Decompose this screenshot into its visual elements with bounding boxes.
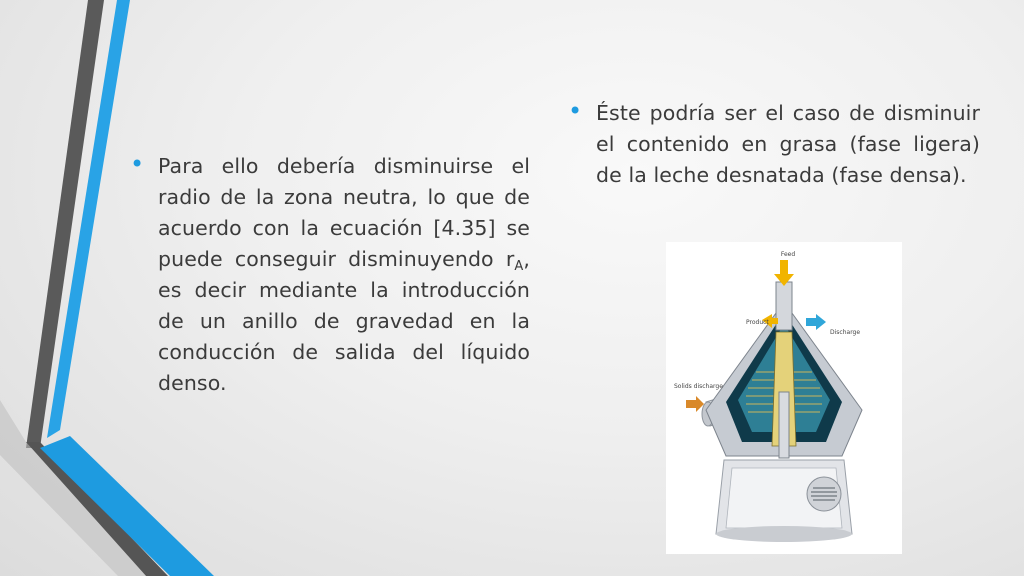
separator-diagram bbox=[666, 242, 902, 554]
subscript-a: A bbox=[514, 259, 524, 274]
feed-label: Feed bbox=[780, 251, 796, 258]
solids-discharge-label: Solids discharge bbox=[674, 383, 723, 390]
bullet-dot: • bbox=[130, 150, 145, 178]
bullet-left-text-end: , es decir mediante la introducción de un anillo de gravedad en la conducción de salida del líquido denso. bbox=[158, 247, 530, 395]
bullet-left bbox=[130, 150, 530, 399]
bullet-dot: • bbox=[568, 97, 583, 125]
product-label: Product bbox=[746, 319, 769, 326]
bullet-right bbox=[568, 97, 980, 191]
discharge-label: Discharge bbox=[830, 329, 861, 336]
bullet-left-text: Para ello debería disminuirse el radio de la zona neutra, lo que de acuerdo con la ecuación [4.35] se puede conseguir disminuyendo r bbox=[158, 154, 530, 271]
bullet-right-text: Éste podría ser el caso de disminuir el contenido en grasa (fase ligera) de la leche desnatada (fase densa). bbox=[596, 101, 980, 187]
